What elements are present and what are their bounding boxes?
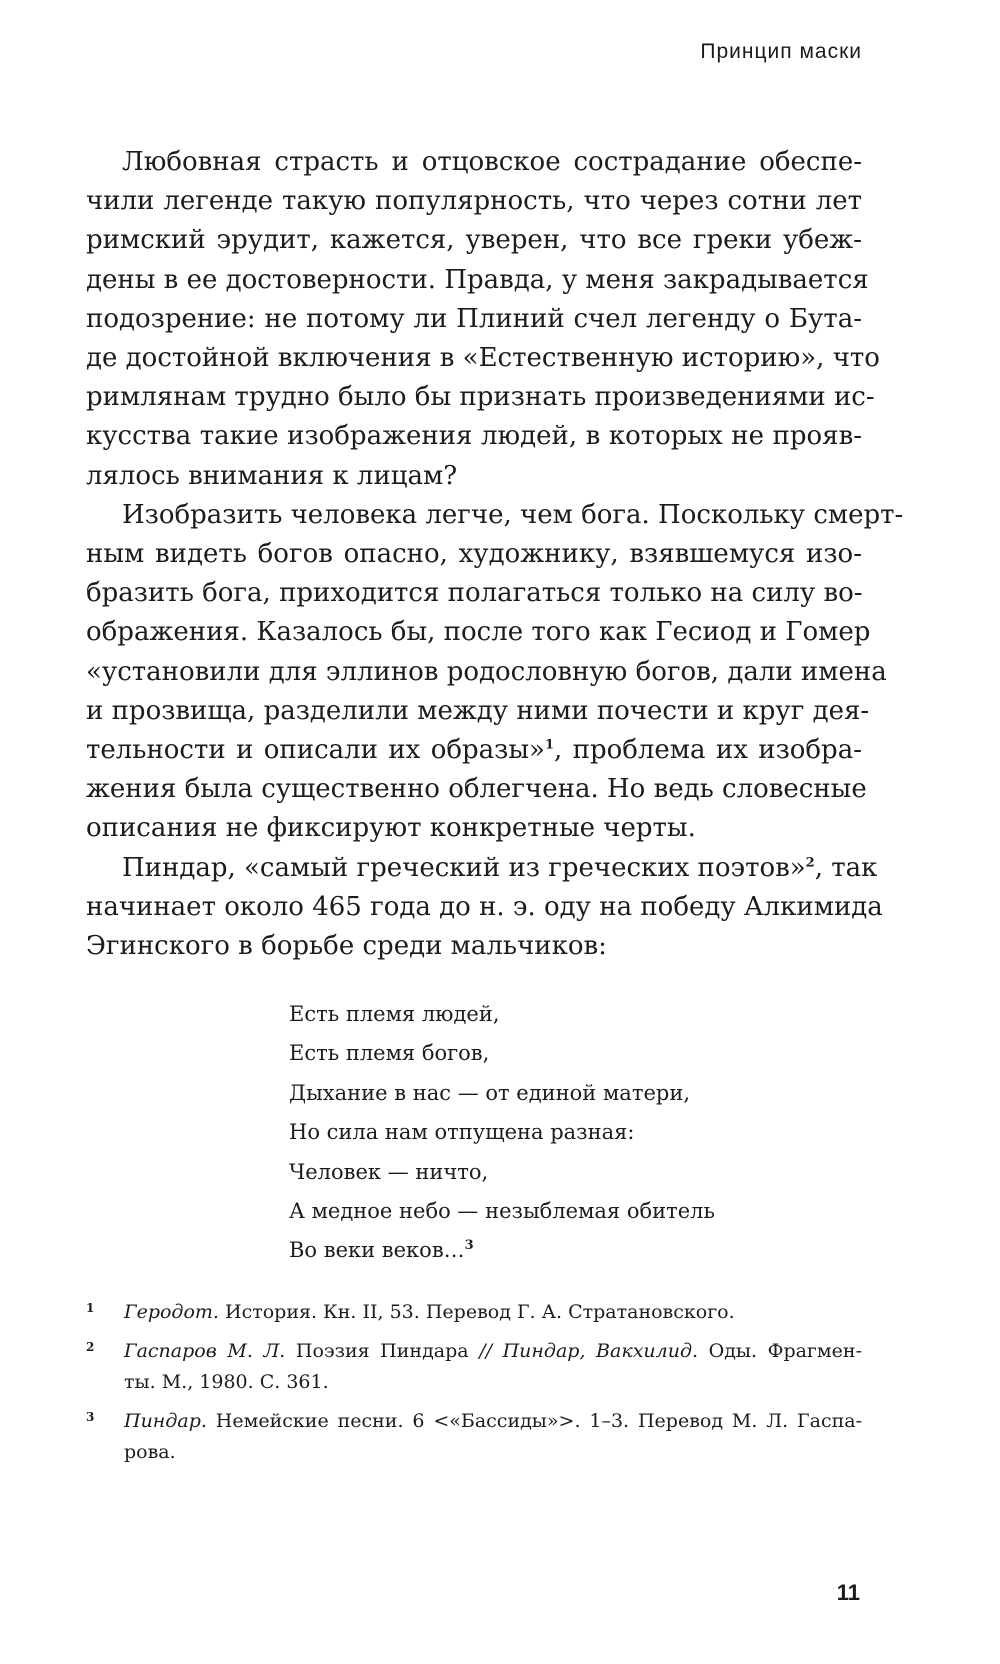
text-line: «установили для эллинов родословную богов, дали имена: [86, 656, 887, 687]
text-fragment: тельности и описали их образы»: [86, 735, 545, 766]
text-line: [86, 849, 878, 888]
footnote-ref-3[interactable]: 3: [464, 1238, 474, 1254]
paragraph-2: [86, 496, 904, 849]
footnote-source: // Пиндар, Вакхилид.: [479, 1340, 699, 1362]
text-line: Эгинского в борьбе среди мальчиков:: [86, 931, 607, 962]
page-number: 11: [836, 1580, 860, 1605]
text-line: бразить бога, приходится полагаться только на силу во-: [86, 578, 863, 609]
paragraph-3: [86, 849, 883, 967]
text-line: описания не фиксируют конкретные черты.: [86, 813, 696, 844]
verse-line: Дыхание в нас — от единой матери,: [289, 1080, 690, 1105]
text-line: де достойной включения в «Естественную историю», что: [86, 343, 880, 374]
footnote-1: [86, 1297, 862, 1328]
footnote-line: [124, 1406, 862, 1437]
verse-line: [289, 1231, 715, 1270]
text-line: подозрение: не потому ли Плиний счел легенду о Бута-: [86, 303, 862, 334]
footnote-author: Пиндар.: [124, 1410, 207, 1432]
footnote-text: История. Кн. II, 53. Перевод Г. А. Стратановского.: [218, 1301, 735, 1323]
footnote-text: Немейские песни. 6 <«Бассиды»>. 1–3. Перевод М. Л. Гаспа-: [206, 1410, 862, 1432]
text-line: ным видеть богов опасно, художнику, взявшемуся изо-: [86, 539, 862, 570]
footnote-line: ты. М., 1980. С. 361.: [124, 1371, 329, 1393]
text-line: дены в ее достоверности. Правда, у меня закрадывается: [86, 264, 869, 295]
text-line: Изобразить человека легче, чем бога. Поскольку смерт-: [122, 499, 904, 530]
footnote-number: 2: [86, 1340, 95, 1354]
footnote-ref-1[interactable]: 1: [544, 737, 554, 753]
verse-line: Но сила нам отпущена разная:: [289, 1120, 635, 1145]
text-fragment: Пиндар, «самый греческий из греческих поэтов»: [122, 852, 806, 883]
text-line: и прозвища, разделили между ними почести и круг дея-: [86, 695, 870, 726]
footnote-2: [86, 1336, 862, 1398]
text-line: начинает около 465 года до н. э. оду на победу Алкимида: [86, 891, 883, 922]
verse-line: Человек — ничто,: [289, 1159, 489, 1184]
verse-line: Есть племя людей,: [289, 1002, 500, 1026]
footnote-text: Оды. Фрагмен-: [698, 1340, 862, 1362]
paragraph-1: [86, 143, 880, 496]
verse-quote: [289, 995, 715, 1271]
footnote-number: 1: [86, 1301, 95, 1315]
text-fragment: , так: [814, 852, 878, 883]
footnote-line: [124, 1336, 862, 1367]
main-text: [86, 143, 904, 966]
text-line: ображения. Казалось бы, после того как Гесиод и Гомер: [86, 617, 871, 648]
footnote-line: [124, 1297, 862, 1328]
text-line: Любовная страсть и отцовское сострадание обеспе-: [122, 147, 862, 177]
footnote-3: [86, 1406, 862, 1468]
footnote-author: Геродот.: [124, 1301, 219, 1323]
text-line: римский эрудит, кажется, уверен, что все греки убеж-: [86, 225, 862, 256]
text-line: [86, 731, 862, 770]
verse-line: Есть племя богов,: [289, 1041, 490, 1066]
text-fragment: , проблема их изобра-: [553, 735, 862, 766]
footnote-text: Поэзия Пиндара: [285, 1340, 480, 1362]
text-line: римлянам трудно было бы признать произведениями ис-: [86, 382, 875, 413]
footnote-ref-2[interactable]: 2: [805, 855, 815, 870]
footnote-line: рова.: [124, 1441, 176, 1463]
footnote-number: 3: [86, 1410, 95, 1424]
text-line: лялось внимания к лицам?: [86, 460, 458, 491]
text-fragment: Во веки веков…: [289, 1238, 465, 1263]
text-line: жения была существенно облегчена. Но ведь словесные: [86, 774, 867, 805]
footnotes: [86, 1297, 862, 1476]
running-header: Принцип маски: [700, 40, 862, 63]
verse-line: А медное небо — незыблемая обитель: [289, 1199, 715, 1224]
text-line: кусства такие изображения людей, в которых не прояв-: [86, 421, 862, 452]
text-line: чили легенде такую популярность, что через сотни лет: [86, 186, 862, 217]
footnote-author: Гаспаров М. Л.: [124, 1340, 286, 1362]
